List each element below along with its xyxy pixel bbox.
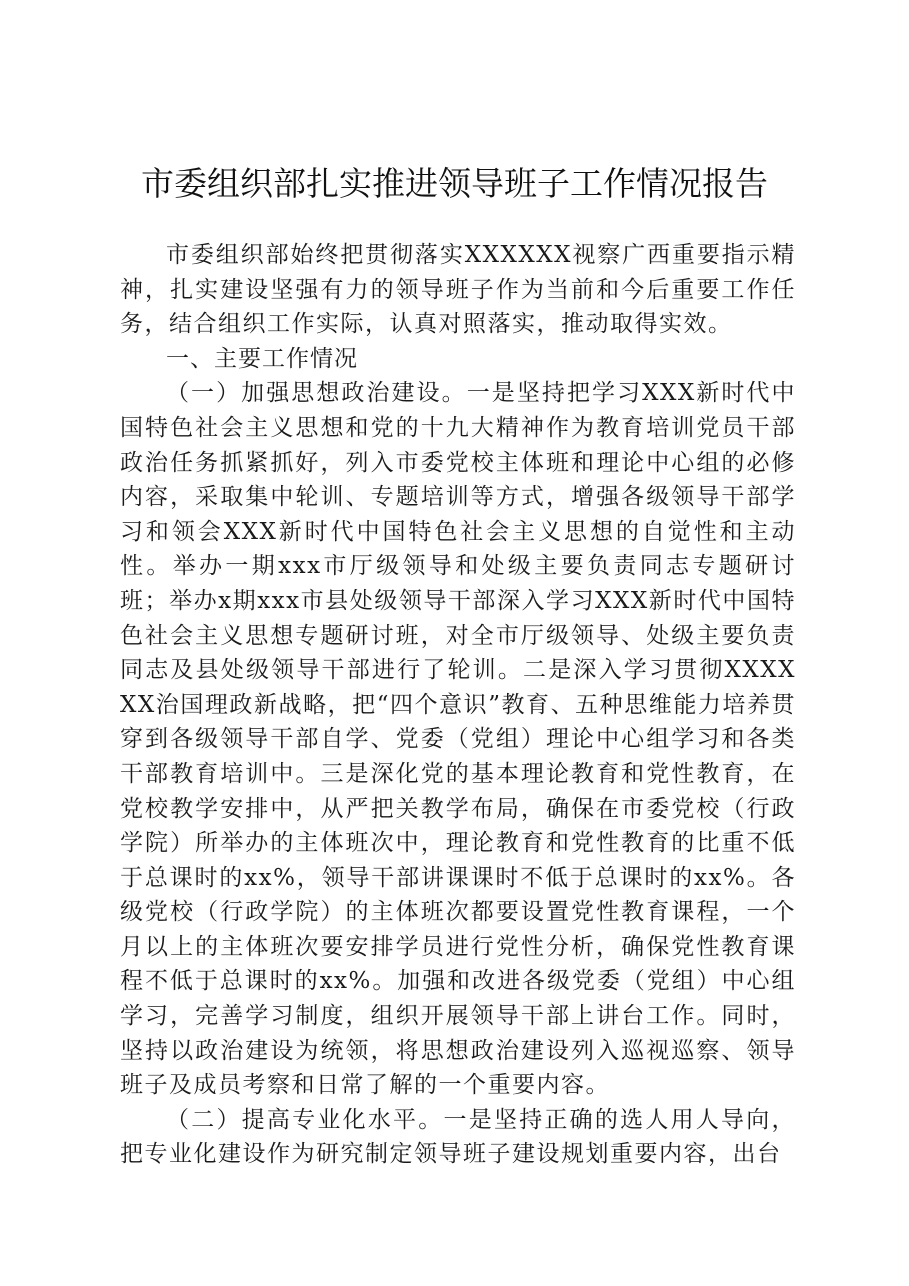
section-heading: 一、主要工作情况: [166, 345, 358, 372]
document-title: 市委组织部扎实推进领导班子工作情况报告: [141, 164, 768, 203]
document-body: [120, 238, 796, 1172]
intro-paragraph: 市委组织部始终把贯彻落实XXXXXX视察广西重要指示精神，扎实建设坚强有力的领导班子作为当前和今后重要工作任务，结合组织工作实际，认真对照落实，推动取得实效。: [120, 242, 796, 338]
body-paragraph-1: （一）加强思想政治建设。一是坚持把学习XXX新时代中国特色社会主义思想和党的十九大精神作为教育培训党员干部政治任务抓紧抓好，列入市委党校主体班和理论中心组的必修内容，采取集中轮训、专题培训等方式，增强各级领导干部学习和领会XXX新时代中国特色社会主义思想的自觉性和主动性。举办一期xxx市厅级领导和处级主要负责同志专题研讨班；举办x期xxx市县处级领导干部深入学习XXX新时代中国特色社会主义思想专题研讨班，对全市厅级领导、处级主要负责同志及县处级领导干部进行了轮训。二是深入学习贯彻XXXXXX治国理政新战略，把“四个意识”教育、五种思维能力培养贯穿到各级领导干部自学、党委（党组）理论中心组学习和各类干部教育培训中。三是深化党的基本理论教育和党性教育，在党校教学安排中，从严把关教学布局，确保在市委党校（行政学院）所举办的主体班次中，理论教育和党性教育的比重不低于总课时的xx%，领导干部讲课课时不低于总课时的xx%。各级党校（行政学院）的主体班次都要设置党性教育课程，一个月以上的主体班次要安排学员进行党性分析，确保党性教育课程不低于总课时的xx%。加强和改进各级党委（党组）中心组学习，完善学习制度，组织开展领导干部上讲台工作。同时，坚持以政治建设为统领，将思想政治建设列入巡视巡察、领导班子及成员考察和日常了解的一个重要内容。: [120, 380, 796, 1099]
body-paragraph-2: （二）提高专业化水平。一是坚持正确的选人用人导向，把专业化建设作为研究制定领导班子建设规划重要内容，出台: [120, 1106, 796, 1168]
